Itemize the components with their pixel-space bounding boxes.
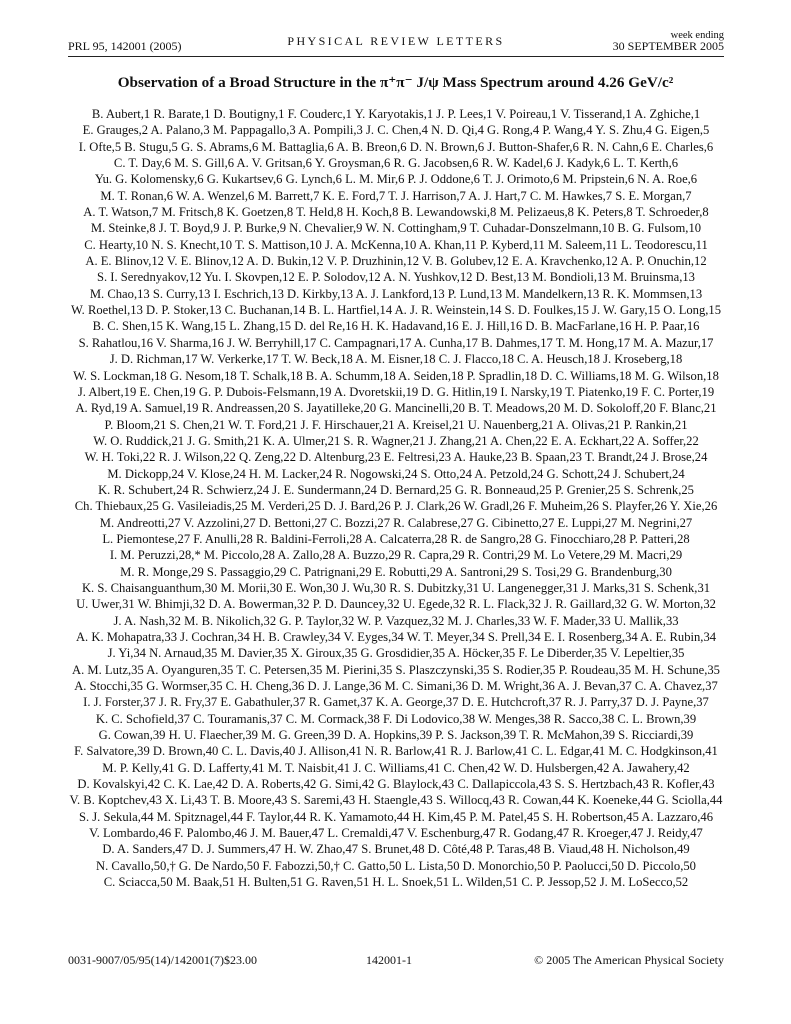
- author-line: A. T. Watson,7 M. Fritsch,8 K. Goetzen,8 T. Held,8 H. Koch,8 B. Lewandowski,8 M. Pelizaeus,8 K. Peters,8 T. Schroeder,8: [83, 205, 709, 220]
- author-line: L. Piemontese,27 F. Anulli,28 R. Baldini-Ferroli,28 A. Calcaterra,28 R. de Sangro,28 G. Finocchiaro,28 P. Patteri,28: [102, 531, 690, 546]
- week-date: 30 SEPTEMBER 2005: [612, 39, 724, 53]
- author-line: M. Chao,13 S. Curry,13 I. Eschrich,13 D. Kirkby,13 A. J. Lankford,13 P. Lund,13 M. Mandelkern,13 R. K. Mommsen,13: [89, 286, 703, 301]
- issue-date: [613, 30, 724, 52]
- author-line: I. Ofte,5 B. Stugu,5 G. S. Abrams,6 M. Battaglia,6 A. B. Breon,6 D. N. Brown,6 J. Button-Shafer,6 R. N. Cahn,6 E. Charles,6: [78, 139, 714, 154]
- author-line: G. Cowan,39 H. U. Flaecher,39 M. G. Green,39 D. A. Hopkins,39 P. S. Jackson,39 T. R. McMahon,39 S. Ricciardi,39: [98, 728, 694, 743]
- author-line: M. Andreotti,27 V. Azzolini,27 D. Bettoni,27 C. Bozzi,27 R. Calabrese,27 G. Cibinetto,27 E. Luppi,27 M. Negrini,27: [99, 515, 693, 530]
- author-line: Yu. G. Kolomensky,6 G. Kukartsev,6 G. Lynch,6 L. M. Mir,6 P. J. Oddone,6 T. J. Orimoto,6 M. Pripstein,6 N. A. Roe,6: [94, 172, 698, 187]
- author-line: W. O. Ruddick,21 J. G. Smith,21 K. A. Ulmer,21 S. R. Wagner,21 J. Zhang,21 A. Chen,22 E. A. Eckhart,22 A. Soffer,22: [93, 433, 699, 448]
- page-number: 142001-1: [366, 953, 412, 967]
- author-line: J. Yi,34 N. Arnaud,35 M. Davier,35 X. Giroux,35 G. Grosdidier,35 A. Höcker,35 F. Le Diberder,35 V. Lepeltier,35: [107, 646, 685, 661]
- author-line: A. Stocchi,35 G. Wormser,35 C. H. Cheng,36 D. J. Lange,36 M. C. Simani,36 D. M. Wright,36 A. J. Bevan,37 C. A. Chavez,37: [74, 679, 718, 694]
- author-line: M. Steinke,8 J. T. Boyd,9 J. P. Burke,9 N. Chevalier,9 W. N. Cottingham,9 T. Cuhadar-Donszelmann,10 B. G. Fulsom,10: [90, 221, 702, 236]
- author-line: I. J. Forster,37 J. R. Fry,37 E. Gabathuler,37 R. Gamet,37 K. A. George,37 D. E. Hutchcroft,37 R. J. Parry,37 D. J. Payne,37: [83, 695, 709, 710]
- author-line: W. H. Toki,22 R. J. Wilson,22 Q. Zeng,22 D. Altenburg,23 E. Feltresi,23 A. Hauke,23 B. Spaan,23 T. Brandt,24 J. Brose,24: [84, 450, 708, 465]
- author-line: K. C. Schofield,37 C. Touramanis,37 C. M. Cormack,38 F. Di Lodovico,38 W. Menges,38 R. Sacco,38 C. L. Brown,39: [95, 711, 697, 726]
- author-line: M. R. Monge,29 S. Passaggio,29 C. Patrignani,29 E. Robutti,29 A. Santroni,29 S. Tosi,29 G. Brandenburg,30: [120, 564, 672, 579]
- author-line: B. Aubert,1 R. Barate,1 D. Boutigny,1 F. Couderc,1 Y. Karyotakis,1 J. P. Lees,1 V. Poireau,1 V. Tisserand,1 A. Zghiche,1: [91, 107, 701, 121]
- author-line: A. Ryd,19 A. Samuel,19 R. Andreassen,20 S. Jayatilleke,20 G. Mancinelli,20 B. T. Meadows,20 M. D. Sokoloff,20 F. Blanc,21: [75, 401, 717, 416]
- author-line: C. Hearty,10 N. S. Knecht,10 T. S. Mattison,10 J. A. McKenna,10 A. Khan,11 P. Kyberd,11 M. Saleem,11 L. Teodorescu,11: [84, 237, 708, 252]
- author-line: E. Grauges,2 A. Palano,3 M. Pappagallo,3 A. Pompili,3 J. C. Chen,4 N. D. Qi,4 G. Rong,4 P. Wang,4 Y. S. Zhu,4 G. Eigen,5: [82, 123, 710, 138]
- author-list: [66, 106, 726, 891]
- author-line: C. T. Day,6 M. S. Gill,6 A. V. Gritsan,6 Y. Groysman,6 R. G. Jacobsen,6 R. W. Kadel,6 J. Kadyk,6 L. T. Kerth,6: [113, 156, 679, 171]
- author-line: S. I. Serednyakov,12 Yu. I. Skovpen,12 E. P. Solodov,12 A. N. Yushkov,12 D. Best,13 M. Bondioli,13 M. Bruinsma,13: [97, 270, 695, 285]
- week-label: week ending: [670, 30, 724, 41]
- page-footer: [68, 953, 724, 969]
- author-line: I. M. Peruzzi,28,* M. Piccolo,28 A. Zallo,28 A. Buzzo,29 R. Capra,29 R. Contri,29 M. Lo Vetere,29 M. Macri,29: [109, 548, 683, 563]
- author-line: D. Kovalskyi,42 C. K. Lae,42 D. A. Roberts,42 G. Simi,42 G. Blaylock,43 C. Dallapiccola,43 S. S. Hertzbach,43 R. Kofler,43: [77, 777, 715, 792]
- author-line: W. S. Lockman,18 G. Nesom,18 T. Schalk,18 B. A. Schumm,18 A. Seiden,18 P. Spradlin,18 D. C. Williams,18 M. G. Wilson,18: [73, 368, 719, 383]
- journal-reference: PRL 95, 142001 (2005): [68, 39, 182, 53]
- author-line: S. J. Sekula,44 M. Spitznagel,44 F. Taylor,44 R. K. Yamamoto,44 H. Kim,45 P. M. Patel,45 S. H. Robertson,45 A. Lazzaro,46: [78, 809, 714, 824]
- author-line: S. Rahatlou,16 V. Sharma,16 J. W. Berryhill,17 C. Campagnari,17 A. Cunha,17 B. Dahmes,17 T. M. Hong,17 M. A. Mazur,17: [78, 335, 714, 350]
- author-line: K. R. Schubert,24 R. Schwierz,24 J. E. Sundermann,24 D. Bernard,25 G. R. Bonneaud,25 P. Grenier,25 S. Schrenk,25: [98, 482, 694, 497]
- author-line: M. P. Kelly,41 G. D. Lafferty,41 M. T. Naisbit,41 J. C. Williams,41 C. Chen,42 W. D. Hulsbergen,42 A. Jawahery,42: [102, 760, 690, 775]
- header-rule: [68, 56, 724, 57]
- author-line: Ch. Thiebaux,25 G. Vasileiadis,25 M. Verderi,25 D. J. Bard,26 P. J. Clark,26 W. Gradl,26 F. Muheim,26 S. Playfer,26 Y. Xie,26: [74, 499, 718, 514]
- author-line: U. Uwer,31 W. Bhimji,32 D. A. Bowerman,32 P. D. Dauncey,32 U. Egede,32 R. L. Flack,32 J. R. Gaillard,32 G. W. Morton,32: [76, 597, 716, 612]
- journal-name: PHYSICAL REVIEW LETTERS: [287, 34, 505, 48]
- author-line: A. E. Blinov,12 V. E. Blinov,12 A. D. Bukin,12 V. P. Druzhinin,12 V. B. Golubev,12 E. A. Kravchenko,12 A. P. Onuchin,12: [85, 254, 707, 269]
- author-line: B. C. Shen,15 K. Wang,15 L. Zhang,15 D. del Re,16 H. K. Hadavand,16 E. J. Hill,16 D. B. MacFarlane,16 H. P. Paar,16: [92, 319, 700, 334]
- author-line: D. A. Sanders,47 D. J. Summers,47 H. W. Zhao,47 S. Brunet,48 D. Côté,48 P. Taras,48 B. Viaud,48 H. Nicholson,49: [102, 842, 690, 857]
- author-line: V. Lombardo,46 F. Palombo,46 J. M. Bauer,47 L. Cremaldi,47 V. Eschenburg,47 R. Godang,47 R. Kroeger,47 J. Reidy,47: [89, 826, 703, 841]
- author-line: A. K. Mohapatra,33 J. Cochran,34 H. B. Crawley,34 V. Eyges,34 W. T. Meyer,34 S. Prell,34 E. I. Rosenberg,34 A. E. Rubin,34: [75, 630, 717, 644]
- running-header: [68, 30, 724, 54]
- author-line: F. Salvatore,39 D. Brown,40 C. L. Davis,40 J. Allison,41 N. R. Barlow,41 R. J. Barlow,41 C. L. Edgar,41 M. C. Hodgkinson,41: [74, 744, 718, 759]
- author-line: J. A. Nash,32 M. B. Nikolich,32 G. P. Taylor,32 W. P. Vazquez,32 M. J. Charles,33 W. F. Mader,33 U. Mallik,33: [113, 613, 679, 628]
- author-line: K. S. Chaisanguanthum,30 M. Morii,30 E. Won,30 J. Wu,30 R. S. Dubitzky,31 U. Langenegger,31 J. Marks,31 S. Schenk,31: [81, 580, 711, 595]
- author-line: M. Dickopp,24 V. Klose,24 H. M. Lacker,24 R. Nogowski,24 S. Otto,24 A. Petzold,24 G. Schott,24 J. Schubert,24: [107, 466, 685, 481]
- paper-title: Observation of a Broad Structure in the π⁺π⁻ J/ψ Mass Spectrum around 4.26 GeV/c²: [117, 74, 674, 91]
- author-line: J. Albert,19 E. Chen,19 G. P. Dubois-Felsmann,19 A. Dvoretskii,19 D. G. Hitlin,19 I. Narsky,19 T. Piatenko,19 F. C. Porter,19: [77, 384, 715, 399]
- copyright-notice: © 2005 The American Physical Society: [534, 953, 724, 967]
- author-line: J. D. Richman,17 W. Verkerke,17 T. W. Beck,18 A. M. Eisner,18 C. J. Flacco,18 C. A. Heusch,18 J. Kroseberg,18: [109, 352, 683, 367]
- author-line: W. Roethel,13 D. P. Stoker,13 C. Buchanan,14 B. L. Hartfiel,14 A. J. R. Weinstein,14 S. D. Foulkes,15 J. W. Gary,15 O. Long,15: [70, 303, 722, 318]
- author-line: C. Sciacca,50 M. Baak,51 H. Bulten,51 G. Raven,51 H. L. Snoek,51 L. Wilden,51 C. P. Jessop,52 J. M. LoSecco,52: [103, 875, 689, 890]
- article-code: 0031-9007/05/95(14)/142001(7)$23.00: [68, 953, 257, 967]
- author-line: A. M. Lutz,35 A. Oyanguren,35 T. C. Petersen,35 M. Pierini,35 S. Plaszczynski,35 S. Rodier,35 P. Roudeau,35 M. H. Schune,35: [72, 662, 720, 677]
- author-line: N. Cavallo,50,† G. De Nardo,50 F. Fabozzi,50,† C. Gatto,50 L. Lista,50 D. Monorchio,50 P. Paolucci,50 D. Piccolo,50: [96, 858, 696, 873]
- author-line: V. B. Koptchev,43 X. Li,43 T. B. Moore,43 S. Saremi,43 H. Staengle,43 S. Willocq,43 R. Cowan,44 K. Koeneke,44 G. Sciolla,44: [69, 793, 723, 808]
- author-line: P. Bloom,21 S. Chen,21 W. T. Ford,21 J. F. Hirschauer,21 A. Kreisel,21 U. Nauenberg,21 A. Olivas,21 P. Rankin,21: [104, 417, 688, 432]
- author-line: M. T. Ronan,6 W. A. Wenzel,6 M. Barrett,7 K. E. Ford,7 T. J. Harrison,7 A. J. Hart,7 C. M. Hawkes,7 S. E. Morgan,7: [100, 188, 692, 203]
